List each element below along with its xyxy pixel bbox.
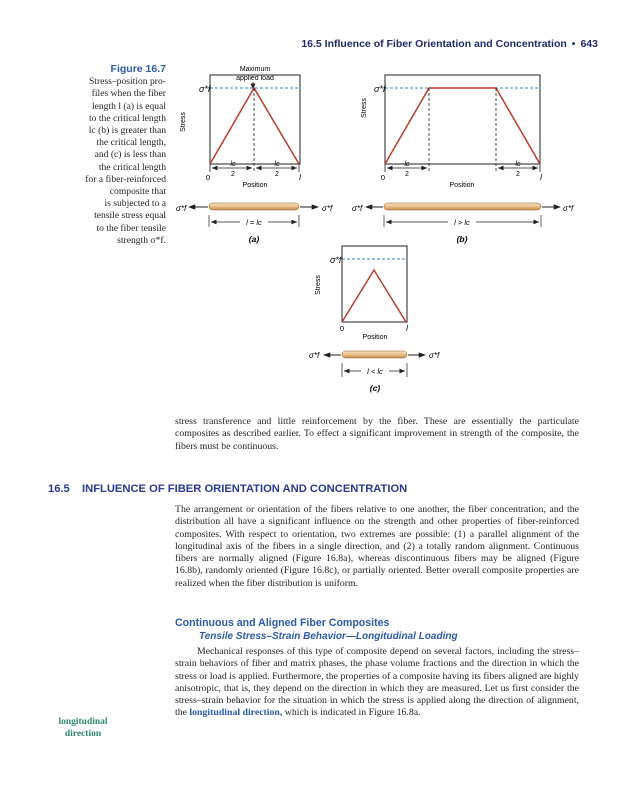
margin-glossary-term: longitudinal direction bbox=[58, 717, 108, 740]
caption-line: and (c) is less than bbox=[94, 149, 166, 161]
y-axis-label: Stress bbox=[361, 98, 368, 118]
panel-b bbox=[352, 75, 574, 244]
page-number: 643 bbox=[580, 38, 598, 50]
caption-line: Stress–position pro- bbox=[88, 76, 166, 88]
caption-line: files when the fiber bbox=[91, 88, 166, 100]
caption-line: for a fiber-reinforced bbox=[85, 173, 166, 185]
stress-symbol: σ*f bbox=[176, 204, 187, 213]
fiber bbox=[209, 203, 299, 210]
two-label: 2 bbox=[231, 171, 235, 178]
lc-label: lc bbox=[404, 161, 410, 168]
lc-label: lc bbox=[515, 161, 521, 168]
caption-line: is subjected to a bbox=[104, 198, 166, 210]
fiber bbox=[384, 203, 541, 210]
paragraph-tail-text: which is indicated in Figure 16.8a. bbox=[284, 707, 421, 719]
stress-symbol: σ*f bbox=[199, 84, 211, 94]
stress-symbol: σ*f bbox=[322, 204, 333, 213]
annotation-max-load-line2: applied load bbox=[236, 75, 274, 82]
length-relation: l < lc bbox=[367, 367, 383, 376]
caption-line: lc (b) is greater than bbox=[88, 125, 166, 137]
key-term-inline: longitudinal direction, bbox=[189, 707, 283, 719]
length-relation: l = lc bbox=[246, 218, 262, 227]
two-label: 2 bbox=[516, 171, 520, 178]
panel-c bbox=[309, 246, 440, 393]
caption-line: tensile stress equal bbox=[94, 210, 166, 222]
x-axis-label: Position bbox=[242, 182, 268, 189]
stress-symbol: σ*f bbox=[352, 204, 363, 213]
lc-label: lc bbox=[274, 161, 280, 168]
header-bullet: • bbox=[571, 38, 576, 50]
caption-line: length l (a) is equal bbox=[91, 100, 166, 112]
end-label: l bbox=[540, 173, 542, 182]
y-axis-label: Stress bbox=[315, 275, 322, 295]
figure-label: Figure 16.7 bbox=[110, 63, 166, 75]
lc-label: lc bbox=[230, 161, 236, 168]
subsection-heading: Continuous and Aligned Fiber Composites bbox=[175, 617, 390, 629]
part-label: (b) bbox=[456, 234, 468, 244]
annotation-max-load-line1: Maximum bbox=[239, 66, 271, 73]
section-heading bbox=[48, 483, 407, 495]
x-axis-label: Position bbox=[362, 334, 388, 341]
paragraph-continuation: stress transference and little reinforcement by the fiber. These are essentially the particulate composites as described earlier. To effect a significant improvement in strength of the composite, the fibers must be continuous. bbox=[175, 416, 579, 452]
two-label: 2 bbox=[275, 171, 279, 178]
origin-label: 0 bbox=[205, 173, 211, 182]
caption-line: to the fiber tensile bbox=[96, 222, 166, 234]
caption-line: the critical length, bbox=[96, 137, 166, 149]
origin-label: 0 bbox=[380, 173, 386, 182]
caption-line: composite that bbox=[109, 186, 166, 198]
stress-profile bbox=[385, 88, 540, 164]
paragraph-main-text: Mechanical responses of this type of composite depend on several factors, including the stress–strain behaviors of fiber and matrix phases, the phase volume fractions and the direction in which the stress or load is applied. Furthermore, the properties of a composite having its fibers aligned are highly anisotropic, that is, they depend on the direction in which they are measured. Let us first consider the stress–strain behavior for the situation in which the stress is applied along the direction of alignment, the bbox=[175, 646, 579, 719]
caption-line: to the critical length bbox=[89, 112, 166, 124]
section-number: 16.5 bbox=[48, 483, 70, 495]
stress-symbol: σ*f bbox=[330, 255, 342, 265]
section-title: INFLUENCE OF FIBER ORIENTATION AND CONCENTRATION bbox=[82, 483, 408, 495]
y-axis-label: Stress bbox=[180, 112, 187, 132]
caption-line: the critical length bbox=[98, 161, 166, 173]
part-label: (c) bbox=[369, 383, 381, 393]
end-label: l bbox=[406, 324, 408, 333]
two-label: 2 bbox=[405, 171, 409, 178]
paragraph-orientation: The arrangement or orientation of the fibers relative to one another, the fiber concentration, and the distribution all have a significant influence on the strength and other properties of fiber-reinforced composites. With respect to orientation, two extremes are possible: (1) a parallel alignment of the longitudinal axis of the fibers in a single direction, and (2) a totally random alignment. Continuous fibers are normally aligned (Figure 16.8a), whereas discontinuous fibers may be aligned (Figure 16.8b), randomly oriented (Figure 16.8c), or partially oriented. Better overall composite properties are realized when the fiber distribution is uniform. bbox=[175, 504, 579, 589]
stress-symbol: σ*f bbox=[309, 351, 320, 360]
paragraph-mechanical-responses bbox=[175, 646, 579, 720]
stress-profile bbox=[342, 270, 406, 322]
stress-symbol: σ*f bbox=[374, 84, 386, 94]
end-label: l bbox=[299, 173, 301, 182]
origin-label: 0 bbox=[339, 324, 345, 333]
panel-a bbox=[176, 66, 333, 244]
stress-symbol: σ*f bbox=[429, 351, 440, 360]
caption-line: strength σ*f. bbox=[117, 234, 166, 246]
stress-profile bbox=[210, 88, 299, 164]
header-section-title: 16.5 Influence of Fiber Orientation and Concentration bbox=[301, 38, 567, 50]
part-label: (a) bbox=[248, 234, 260, 244]
plot-frame bbox=[342, 246, 407, 322]
x-axis-label: Position bbox=[449, 182, 475, 189]
subsubsection-heading: Tensile Stress–Strain Behavior—Longitudinal Loading bbox=[199, 631, 458, 642]
stress-symbol: σ*f bbox=[563, 204, 574, 213]
length-relation: l > lc bbox=[454, 218, 470, 227]
fiber bbox=[342, 351, 407, 358]
